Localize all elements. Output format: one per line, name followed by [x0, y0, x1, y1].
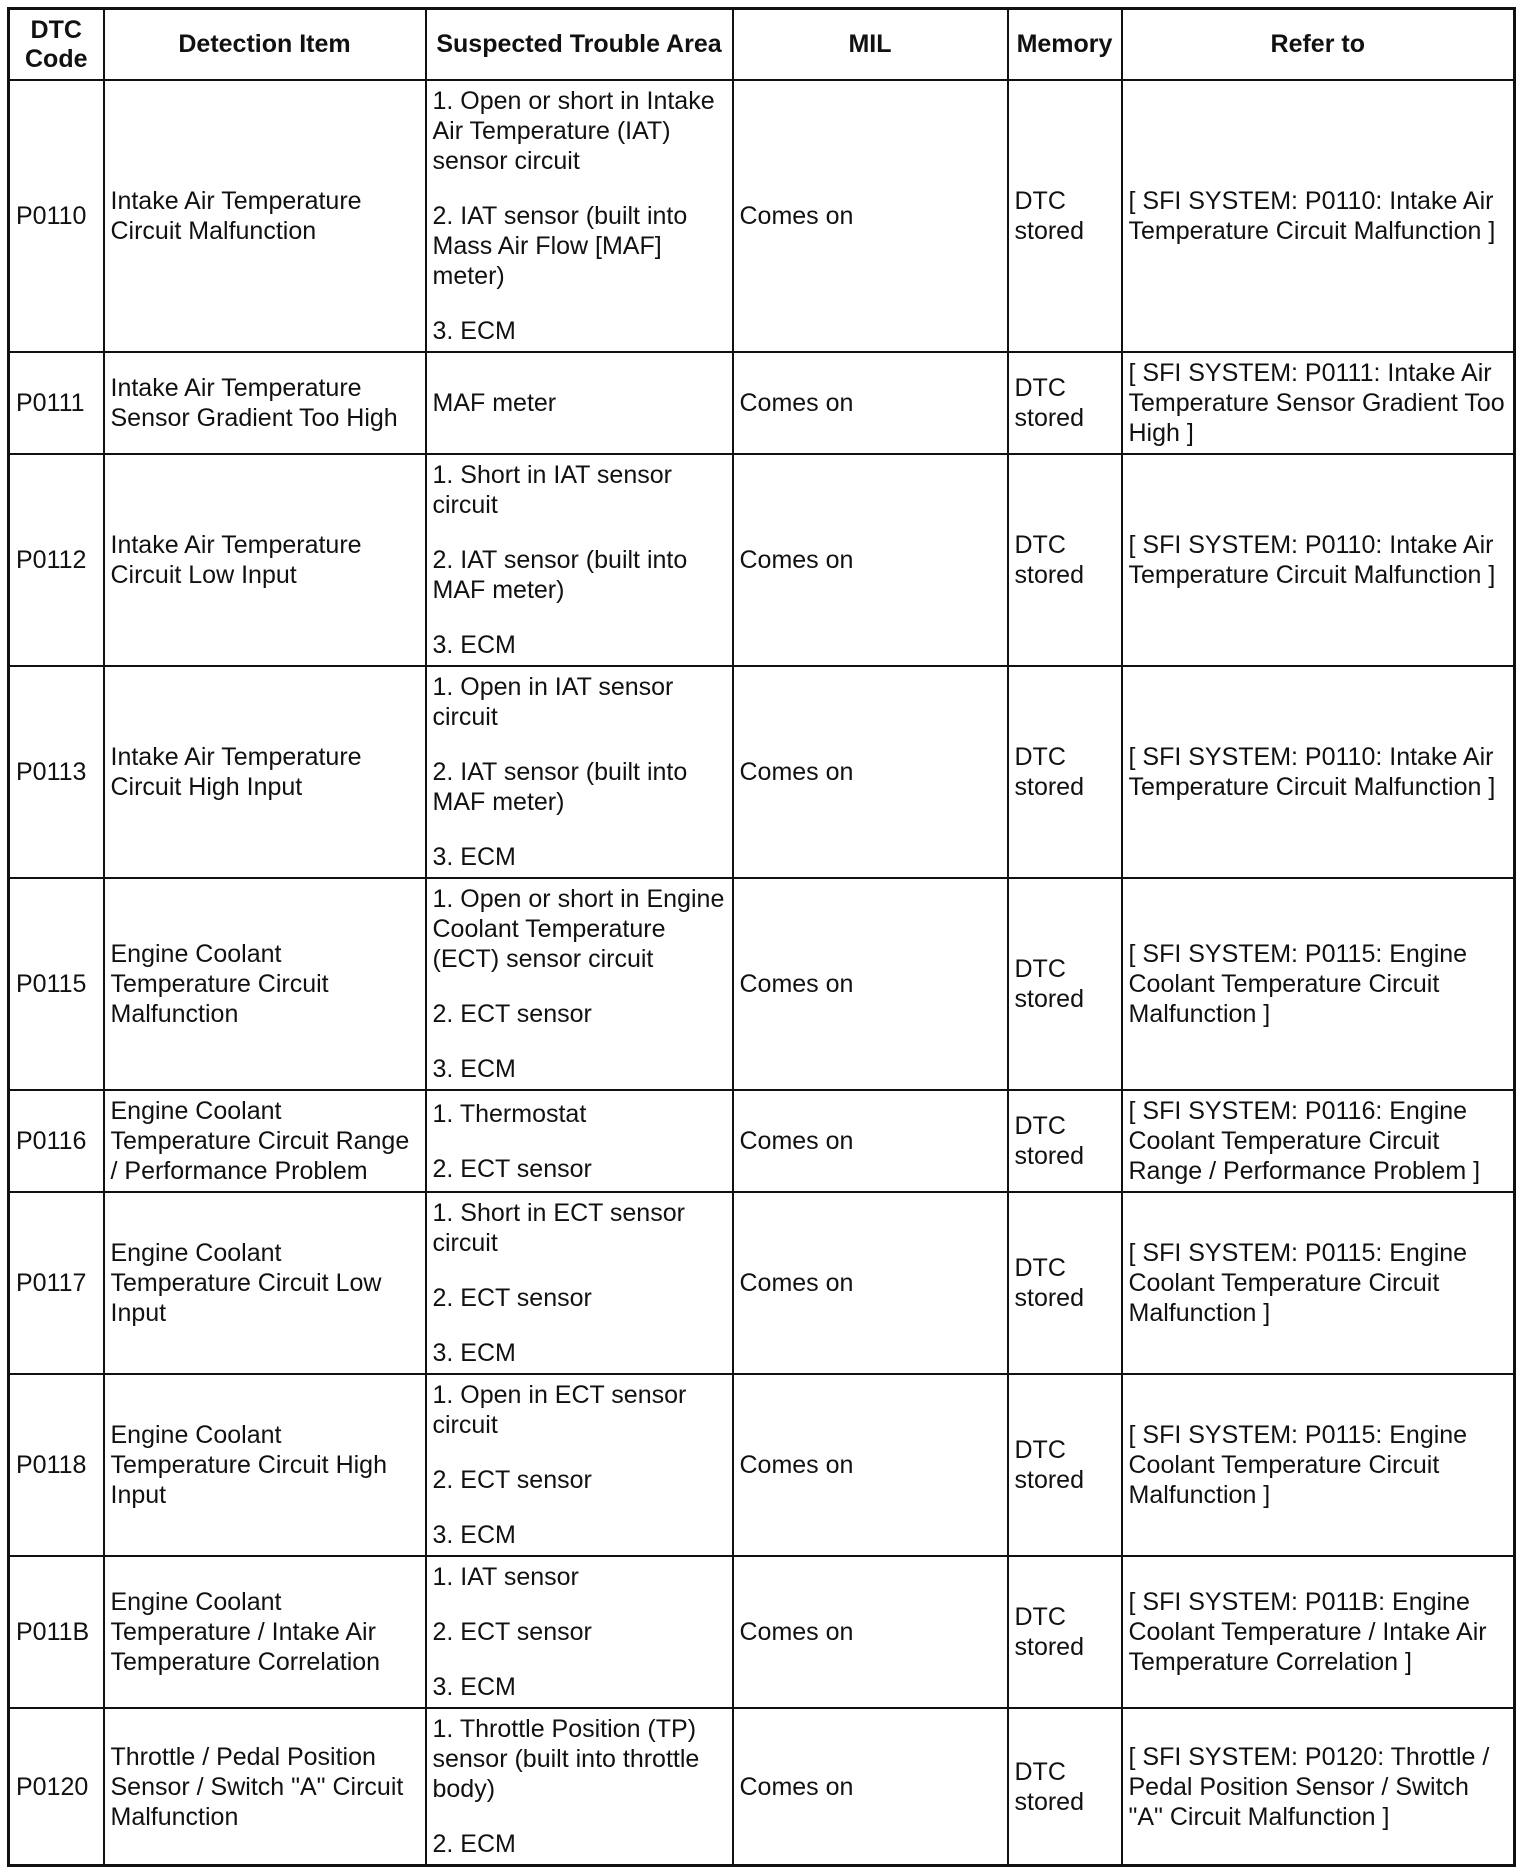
header-refer-to: Refer to	[1122, 9, 1515, 81]
table-row	[9, 1374, 1515, 1556]
dtc-table-container	[7, 7, 1513, 1867]
trouble-area-item: 1. Open or short in Intake Air Temperature (IAT) sensor circuit	[432, 87, 715, 175]
mil-cell: Comes on	[733, 1192, 1008, 1374]
trouble-area-item: 1. Short in IAT sensor circuit	[432, 461, 672, 519]
memory-cell: DTC stored	[1008, 80, 1122, 352]
table-row	[9, 352, 1515, 454]
detection-item-cell: Engine Coolant Temperature Circuit Range / Performance Problem	[104, 1090, 426, 1192]
refer-to-link[interactable]: [ SFI SYSTEM: P0115: Engine Coolant Temperature Circuit Malfunction ]	[1122, 1192, 1515, 1374]
trouble-area-item: 3. ECM	[432, 631, 516, 659]
mil-cell: Comes on	[733, 1708, 1008, 1866]
memory-cell: DTC stored	[1008, 878, 1122, 1090]
trouble-area-cell	[426, 1374, 733, 1556]
header-mil: MIL	[733, 9, 1008, 81]
trouble-area-item: 1. Thermostat	[432, 1099, 587, 1128]
memory-cell: DTC stored	[1008, 1708, 1122, 1866]
detection-item-cell: Intake Air Temperature Sensor Gradient Too High	[104, 352, 426, 454]
table-row	[9, 454, 1515, 666]
dtc-code-cell: P0113	[9, 666, 104, 878]
mil-cell: Comes on	[733, 1374, 1008, 1556]
trouble-area-item: 2. ECT sensor	[432, 1466, 592, 1494]
header-memory: Memory	[1008, 9, 1122, 81]
refer-to-link[interactable]: [ SFI SYSTEM: P0110: Intake Air Temperature Circuit Malfunction ]	[1122, 666, 1515, 878]
table-row	[9, 1556, 1515, 1708]
trouble-area-item: 3. ECM	[432, 843, 516, 871]
mil-cell: Comes on	[733, 666, 1008, 878]
trouble-area-item: 3. ECM	[432, 1521, 516, 1549]
dtc-code-cell: P0115	[9, 878, 104, 1090]
trouble-area-item: 2. ECM	[432, 1830, 516, 1858]
dtc-code-cell: P0112	[9, 454, 104, 666]
trouble-area-cell	[426, 80, 733, 352]
memory-cell: DTC stored	[1008, 666, 1122, 878]
memory-cell: DTC stored	[1008, 1556, 1122, 1708]
dtc-code-cell: P0111	[9, 352, 104, 454]
mil-cell: Comes on	[733, 1090, 1008, 1192]
dtc-code-cell: P0120	[9, 1708, 104, 1866]
table-row	[9, 666, 1515, 878]
detection-item-cell: Engine Coolant Temperature / Intake Air Temperature Correlation	[104, 1556, 426, 1708]
trouble-area-item: 2. IAT sensor (built into MAF meter)	[432, 546, 688, 604]
detection-item-cell: Engine Coolant Temperature Circuit Low Input	[104, 1192, 426, 1374]
memory-cell: DTC stored	[1008, 454, 1122, 666]
trouble-area-cell	[426, 666, 733, 878]
dtc-code-cell: P0110	[9, 80, 104, 352]
mil-cell: Comes on	[733, 80, 1008, 352]
trouble-area-cell	[426, 1708, 733, 1866]
trouble-area-item: 2. ECT sensor	[432, 1000, 592, 1028]
table-row	[9, 1708, 1515, 1866]
trouble-area-item: 1. IAT sensor	[432, 1563, 579, 1591]
refer-to-link[interactable]: [ SFI SYSTEM: P0120: Throttle / Pedal Position Sensor / Switch "A" Circuit Malfunction ]	[1122, 1708, 1515, 1866]
detection-item-cell: Intake Air Temperature Circuit Low Input	[104, 454, 426, 666]
trouble-area-cell	[426, 1192, 733, 1374]
memory-cell: DTC stored	[1008, 1374, 1122, 1556]
dtc-table	[7, 7, 1516, 1867]
detection-item-cell: Intake Air Temperature Circuit Malfunction	[104, 80, 426, 352]
trouble-area-item: 1. Short in ECT sensor circuit	[432, 1199, 685, 1257]
detection-item-cell: Throttle / Pedal Position Sensor / Switch "A" Circuit Malfunction	[104, 1708, 426, 1866]
memory-cell: DTC stored	[1008, 352, 1122, 454]
trouble-area-cell	[426, 878, 733, 1090]
mil-cell: Comes on	[733, 878, 1008, 1090]
trouble-area-item: 1. Open or short in Engine Coolant Temperature (ECT) sensor circuit	[432, 885, 725, 973]
mil-cell: Comes on	[733, 352, 1008, 454]
table-header-row	[9, 9, 1515, 81]
table-row	[9, 1090, 1515, 1192]
trouble-area-item: 3. ECM	[432, 1339, 516, 1367]
trouble-area-item: 1. Open in ECT sensor circuit	[432, 1381, 687, 1439]
trouble-area-item: 2. IAT sensor (built into Mass Air Flow [MAF] meter)	[432, 202, 688, 290]
trouble-area-item: 2. ECT sensor	[432, 1618, 592, 1646]
trouble-area-item: 2. ECT sensor	[432, 1284, 592, 1312]
trouble-area-cell	[426, 1556, 733, 1708]
trouble-area-item: 3. ECM	[432, 317, 516, 345]
trouble-area-item: 2. ECT sensor	[432, 1154, 592, 1183]
detection-item-cell: Intake Air Temperature Circuit High Input	[104, 666, 426, 878]
trouble-area-item: MAF meter	[432, 389, 557, 417]
mil-cell: Comes on	[733, 454, 1008, 666]
dtc-code-cell: P0116	[9, 1090, 104, 1192]
refer-to-link[interactable]: [ SFI SYSTEM: P011B: Engine Coolant Temperature / Intake Air Temperature Correlation ]	[1122, 1556, 1515, 1708]
refer-to-link[interactable]: [ SFI SYSTEM: P0110: Intake Air Temperature Circuit Malfunction ]	[1122, 80, 1515, 352]
detection-item-cell: Engine Coolant Temperature Circuit Malfunction	[104, 878, 426, 1090]
table-row	[9, 878, 1515, 1090]
refer-to-link[interactable]: [ SFI SYSTEM: P0116: Engine Coolant Temperature Circuit Range / Performance Problem ]	[1122, 1090, 1515, 1192]
trouble-area-cell	[426, 352, 733, 454]
table-row	[9, 80, 1515, 352]
header-dtc-code: DTC Code	[9, 9, 104, 81]
memory-cell: DTC stored	[1008, 1192, 1122, 1374]
trouble-area-item: 2. IAT sensor (built into MAF meter)	[432, 758, 688, 816]
trouble-area-cell	[426, 1090, 733, 1192]
detection-item-cell: Engine Coolant Temperature Circuit High Input	[104, 1374, 426, 1556]
mil-cell: Comes on	[733, 1556, 1008, 1708]
trouble-area-item: 1. Open in IAT sensor circuit	[432, 673, 674, 731]
header-detection-item: Detection Item	[104, 9, 426, 81]
dtc-code-cell: P011B	[9, 1556, 104, 1708]
memory-cell: DTC stored	[1008, 1090, 1122, 1192]
refer-to-link[interactable]: [ SFI SYSTEM: P0115: Engine Coolant Temperature Circuit Malfunction ]	[1122, 1374, 1515, 1556]
table-row	[9, 1192, 1515, 1374]
trouble-area-item: 3. ECM	[432, 1673, 516, 1701]
refer-to-link[interactable]: [ SFI SYSTEM: P0110: Intake Air Temperature Circuit Malfunction ]	[1122, 454, 1515, 666]
dtc-code-cell: P0117	[9, 1192, 104, 1374]
refer-to-link[interactable]: [ SFI SYSTEM: P0115: Engine Coolant Temperature Circuit Malfunction ]	[1122, 878, 1515, 1090]
trouble-area-item: 3. ECM	[432, 1055, 516, 1083]
dtc-code-cell: P0118	[9, 1374, 104, 1556]
trouble-area-item: 1. Throttle Position (TP) sensor (built into throttle body)	[432, 1715, 700, 1803]
refer-to-link[interactable]: [ SFI SYSTEM: P0111: Intake Air Temperature Sensor Gradient Too High ]	[1122, 352, 1515, 454]
trouble-area-cell	[426, 454, 733, 666]
header-suspected-trouble-area: Suspected Trouble Area	[426, 9, 733, 81]
